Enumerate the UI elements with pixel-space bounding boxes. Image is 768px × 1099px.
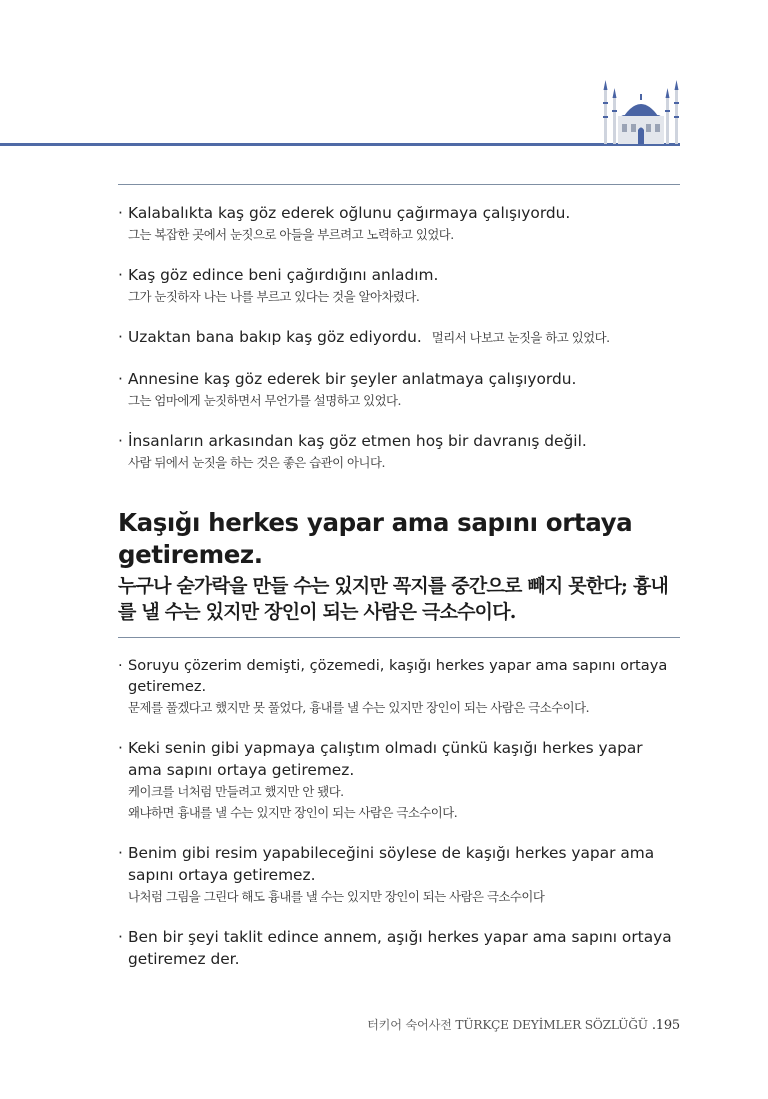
korean-translation: 그는 복잡한 곳에서 눈짓으로 아들을 부르려고 노력하고 있었다. [128,227,454,242]
example-item [118,264,680,307]
turkish-text: Ben bir şeyi taklit edince annem, aşığı herkes yapar ama sapını ortaya getiremez der. [128,928,672,968]
turkish-sentence [118,326,680,349]
turkish-text: Soruyu çözerim demişti, çözemedi, kaşığı herkes yapar ama sapını ortaya getiremez. [128,657,668,695]
turkish-sentence [118,655,680,697]
bullet: · [118,657,123,674]
turkish-sentence [118,842,680,886]
korean-translation: 그가 눈짓하자 나는 나를 부르고 있다는 것을 알아차렸다. [128,289,420,304]
bullet: · [118,328,123,346]
example-item [118,842,680,907]
book-title: 터키어 숙어사전 TÜRKÇE DEYİMLER SÖZLÜĞÜ [367,1018,648,1032]
example-item [118,430,680,473]
example-item [118,326,680,349]
korean-translation: 멀리서 나보고 눈짓을 하고 있었다. [431,330,610,345]
bullet: · [118,370,123,388]
turkish-text: Annesine kaş göz ederek bir şeyler anlatmaya çalışıyordu. [128,370,577,388]
korean-translation: 사람 뒤에서 눈짓을 하는 것은 좋은 습관이 아니다. [128,455,385,470]
turkish-sentence [118,368,680,390]
bullet: · [118,266,123,284]
turkish-sentence [118,926,680,970]
korean-translation: 나처럼 그림을 그린다 해도 흉내를 낼 수는 있지만 장인이 되는 사람은 극소수이다 [128,889,545,904]
idiom-meaning: 누구나 숟가락을 만들 수는 있지만 꼭지를 중간으로 빼지 못한다; 흉내를 낼 수는 있지만 장인이 되는 사람은 극소수이다. [118,575,669,623]
example-item [118,202,680,245]
korean-translation: 케이크를 너처럼 만들려고 했지만 안 됐다. [128,784,344,799]
turkish-text: Benim gibi resim yapabileceğini söylese de kaşığı herkes yapar ama sapını ortaya getiremez. [128,844,655,884]
page-number: .195 [651,1018,680,1033]
turkish-sentence [118,737,680,781]
bullet: · [118,432,123,450]
turkish-text: Keki senin gibi yapmaya çalıştım olmadı çünkü kaşığı herkes yapar ama sapını ortaya getiremez. [128,739,643,779]
idiom-entry [118,507,680,970]
example-item [118,926,680,970]
korean-translation: 그는 엄마에게 눈짓하면서 무언가를 설명하고 있었다. [128,393,401,408]
idiom-title: Kaşığı herkes yapar ama sapını ortaya getiremez. [118,508,633,569]
bullet: · [118,844,123,862]
bullet: · [118,739,123,757]
mosque-icon [598,76,684,144]
bullet: · [118,204,123,222]
korean-translation: 문제를 풀겠다고 했지만 못 풀었다, 흉내를 낼 수는 있지만 장인이 되는 사람은 극소수이다. [128,700,590,715]
turkish-text: İnsanların arkasından kaş göz etmen hoş bir davranış değil. [128,432,587,450]
turkish-text: Kaş göz edince beni çağırdığını anladım. [128,266,439,284]
bullet: · [118,928,123,946]
example-item [118,368,680,411]
turkish-sentence [118,264,680,286]
header-rule [0,143,680,146]
korean-translation: 왜냐하면 흉내를 낼 수는 있지만 장인이 되는 사람은 극소수이다. [128,805,458,820]
turkish-text: Uzaktan bana bakıp kaş göz ediyordu. [128,328,422,346]
examples-list-2 [118,638,680,970]
example-item [118,655,680,718]
turkish-sentence [118,202,680,224]
examples-list-1 [118,185,680,473]
page-content [118,184,680,989]
turkish-sentence [118,430,680,452]
example-item [118,737,680,823]
turkish-text: Kalabalıkta kaş göz ederek oğlunu çağırmaya çalışıyordu. [128,204,571,222]
page-footer [367,1016,680,1033]
